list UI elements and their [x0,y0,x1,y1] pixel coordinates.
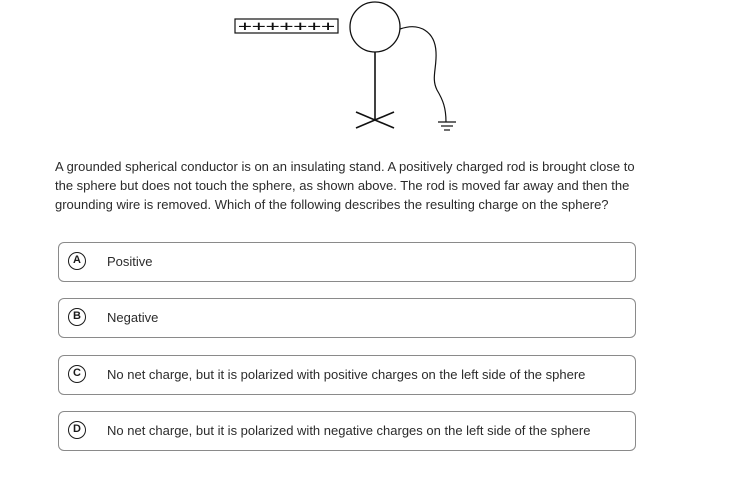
choice-c-button[interactable] [58,355,636,395]
choice-b-button[interactable] [58,298,636,338]
choice-b-text: Negative [107,310,159,325]
choice-a-letter-icon: A [68,252,86,270]
charged-rod-icon [235,19,338,35]
question-text: A grounded spherical conductor is on an insulating stand. A positively charged rod is brought close to the sphere but does not touch the sphere, as shown above. The rod is moved far away and then the grounding wire is removed. Which of the following describes the resulting charge on the sphere? [55,159,635,212]
insulating-stand-icon [356,52,394,128]
choice-a-text: Positive [107,254,153,269]
rod-charge-label: +++++++ [238,19,335,35]
conductor-sphere-icon [350,2,400,52]
choice-a-button[interactable] [58,242,636,282]
physics-diagram [0,0,754,150]
choice-d-letter-icon: D [68,421,86,439]
choice-d-button[interactable] [58,411,636,451]
choice-d-text: No net charge, but it is polarized with negative charges on the left side of the sphere [107,423,591,438]
grounding-wire-icon [400,27,446,122]
ground-symbol-icon [438,122,456,130]
choice-c-text: No net charge, but it is polarized with positive charges on the left side of the sphere [107,367,586,382]
choice-c-letter-icon: C [68,365,86,383]
choice-b-letter-icon: B [68,308,86,326]
